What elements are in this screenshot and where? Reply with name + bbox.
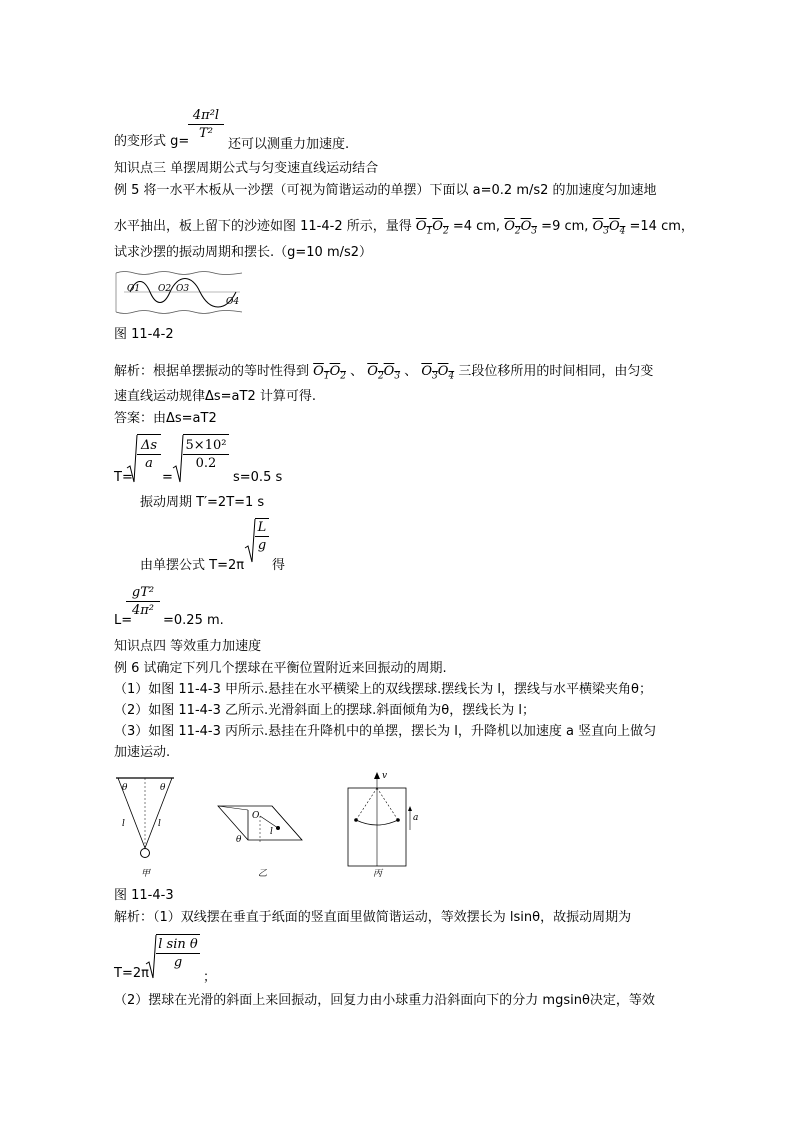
denominator: 0.2 [195,456,217,471]
segment-o1o2: $O_1O_2$ [313,364,346,382]
label-jia: 甲 [141,869,151,879]
text: 得 [272,558,286,573]
text: 、 [404,364,418,379]
fraction-l-g [255,520,269,553]
label-o3: O3 [176,284,190,294]
sqrt-bar [183,434,229,435]
text: =9 cm, [541,219,589,234]
formula-line-g [114,133,189,151]
text: 解析：根据单摆振动的等时性得到 [114,364,310,379]
example-5-line2 [114,218,694,241]
label-o: O [252,811,260,821]
figure-sand-trace [114,270,246,316]
solution-5-line1 [114,363,653,386]
segment-o3o4: $O_3O_4$ [421,364,455,382]
text: =4 cm, [452,219,501,234]
example-6-item3a: （3）如图 11-4-3 丙所示.悬挂在升降机中的单摆，摆长为 l，升降机以加速度 a 竖直向上做匀 [114,724,657,739]
text: =14 cm， [629,219,694,234]
label-o2: O2 [158,284,172,294]
label-v: v [382,771,388,781]
text: 三段位移所用的时间相同，由匀变 [458,364,654,379]
segment-o2o3: $O_2O_3$ [367,364,401,382]
solution-6-line1: 解析：（1）双线摆在垂直于纸面的竖直面里做简谐运动，等效摆长为 lsinθ，故振动周期为 [114,910,632,925]
fraction-bar [255,536,269,537]
text: 还可以测重力加速度. [228,137,350,152]
label-yi: 乙 [258,869,268,879]
numerator: gT² [131,585,155,600]
figure-caption-11-4-3: 图 11-4-3 [114,888,174,903]
text: =0.25 m. [163,613,224,628]
example-5-line1: 例 5 将一水平木板从一沙摆（可视为简谐运动的单摆）下面以 a=0.2 m/s2 的加速度匀加速地 [114,183,657,198]
numerator: Δs [140,438,158,453]
solution-6-line2: （2）摆球在光滑的斜面上来回振动，回复力由小球重力沿斜面向下的分力 mgsinθ决定，等效 [114,993,655,1008]
fraction-bar [156,953,200,954]
example-6-item1: （1）如图 11-4-3 甲所示.悬挂在水平横梁上的双线摆球.摆线长为 l，摆线与水平横梁夹角θ； [114,682,652,697]
denominator: T² [199,126,213,141]
solution-5-line2: 速直线运动规律Δs=aT2 计算可得. [114,389,317,404]
period-line: 振动周期 T′=2T=1 s [140,495,265,510]
text: T= [114,470,133,485]
fraction-bar [183,454,229,455]
fraction-bar [126,601,160,602]
fraction-lsin-g [156,937,200,970]
segment-o2o3: $O_2O_3$ [504,219,538,237]
figure-caption-11-4-2: 图 11-4-2 [114,327,174,342]
segment-o1o2: $O_1O_2$ [415,219,449,237]
fraction-5e2-0.2 [183,438,229,471]
numerator: 5×10² [185,438,227,453]
fraction-ds-a [137,438,161,471]
example-6-item2: （2）如图 11-4-3 乙所示.光滑斜面上的摆球.斜面倾角为θ，摆线长为 l； [114,703,535,718]
label-o1: O1 [127,284,141,294]
sqrt-bar [156,934,200,935]
text: ； [203,970,217,985]
label-l: l [122,819,125,829]
text: L= [114,613,133,628]
figure-pendulums [112,770,422,882]
denominator: a [145,456,153,471]
label-l: l [158,819,161,829]
text: = [162,470,173,485]
text: 由单摆公式 T=2π [140,558,245,573]
denominator: 4π² [131,603,155,618]
fraction-gT2-4pi2 [126,585,160,618]
label-theta: θ [160,783,166,793]
text: 、 [350,364,364,379]
text: s=0.5 s [233,470,283,485]
label-o4: O4 [226,297,240,307]
example-5-line3: 试求沙摆的振动周期和摆长.（g=10 m/s2） [114,245,373,260]
denominator: g [257,538,267,553]
numerator: L [257,520,267,535]
segment-o3o4: $O_3O_4$ [592,219,626,237]
label-a: a [413,813,419,823]
label-theta: θ [236,835,242,845]
answer-line: 答案：由Δs=aT2 [114,411,217,426]
text: T=2π [114,966,149,981]
example-6-item3b: 加速运动. [114,745,171,760]
section-title-3: 知识点三 单摆周期公式与匀变速直线运动结合 [114,161,379,176]
numerator: l sin θ [158,937,198,952]
fraction-bar [188,124,224,125]
label-theta: θ [122,783,128,793]
label-bing: 丙 [373,869,383,879]
section-title-4: 知识点四 等效重力加速度 [114,639,262,654]
example-6-line1: 例 6 试确定下列几个摆球在平衡位置附近来回振动的周期. [114,661,447,676]
numerator: 4π²l [192,108,220,123]
fraction-g [188,108,224,141]
text: 水平抽出，板上留下的沙迹如图 11-4-2 所示，量得 [114,219,412,234]
label-l: l [270,827,273,837]
text: 的变形式 g= [114,134,190,149]
denominator: g [173,955,183,970]
sqrt-bar [255,518,269,519]
sqrt-bar [137,434,161,435]
fraction-bar [137,454,161,455]
